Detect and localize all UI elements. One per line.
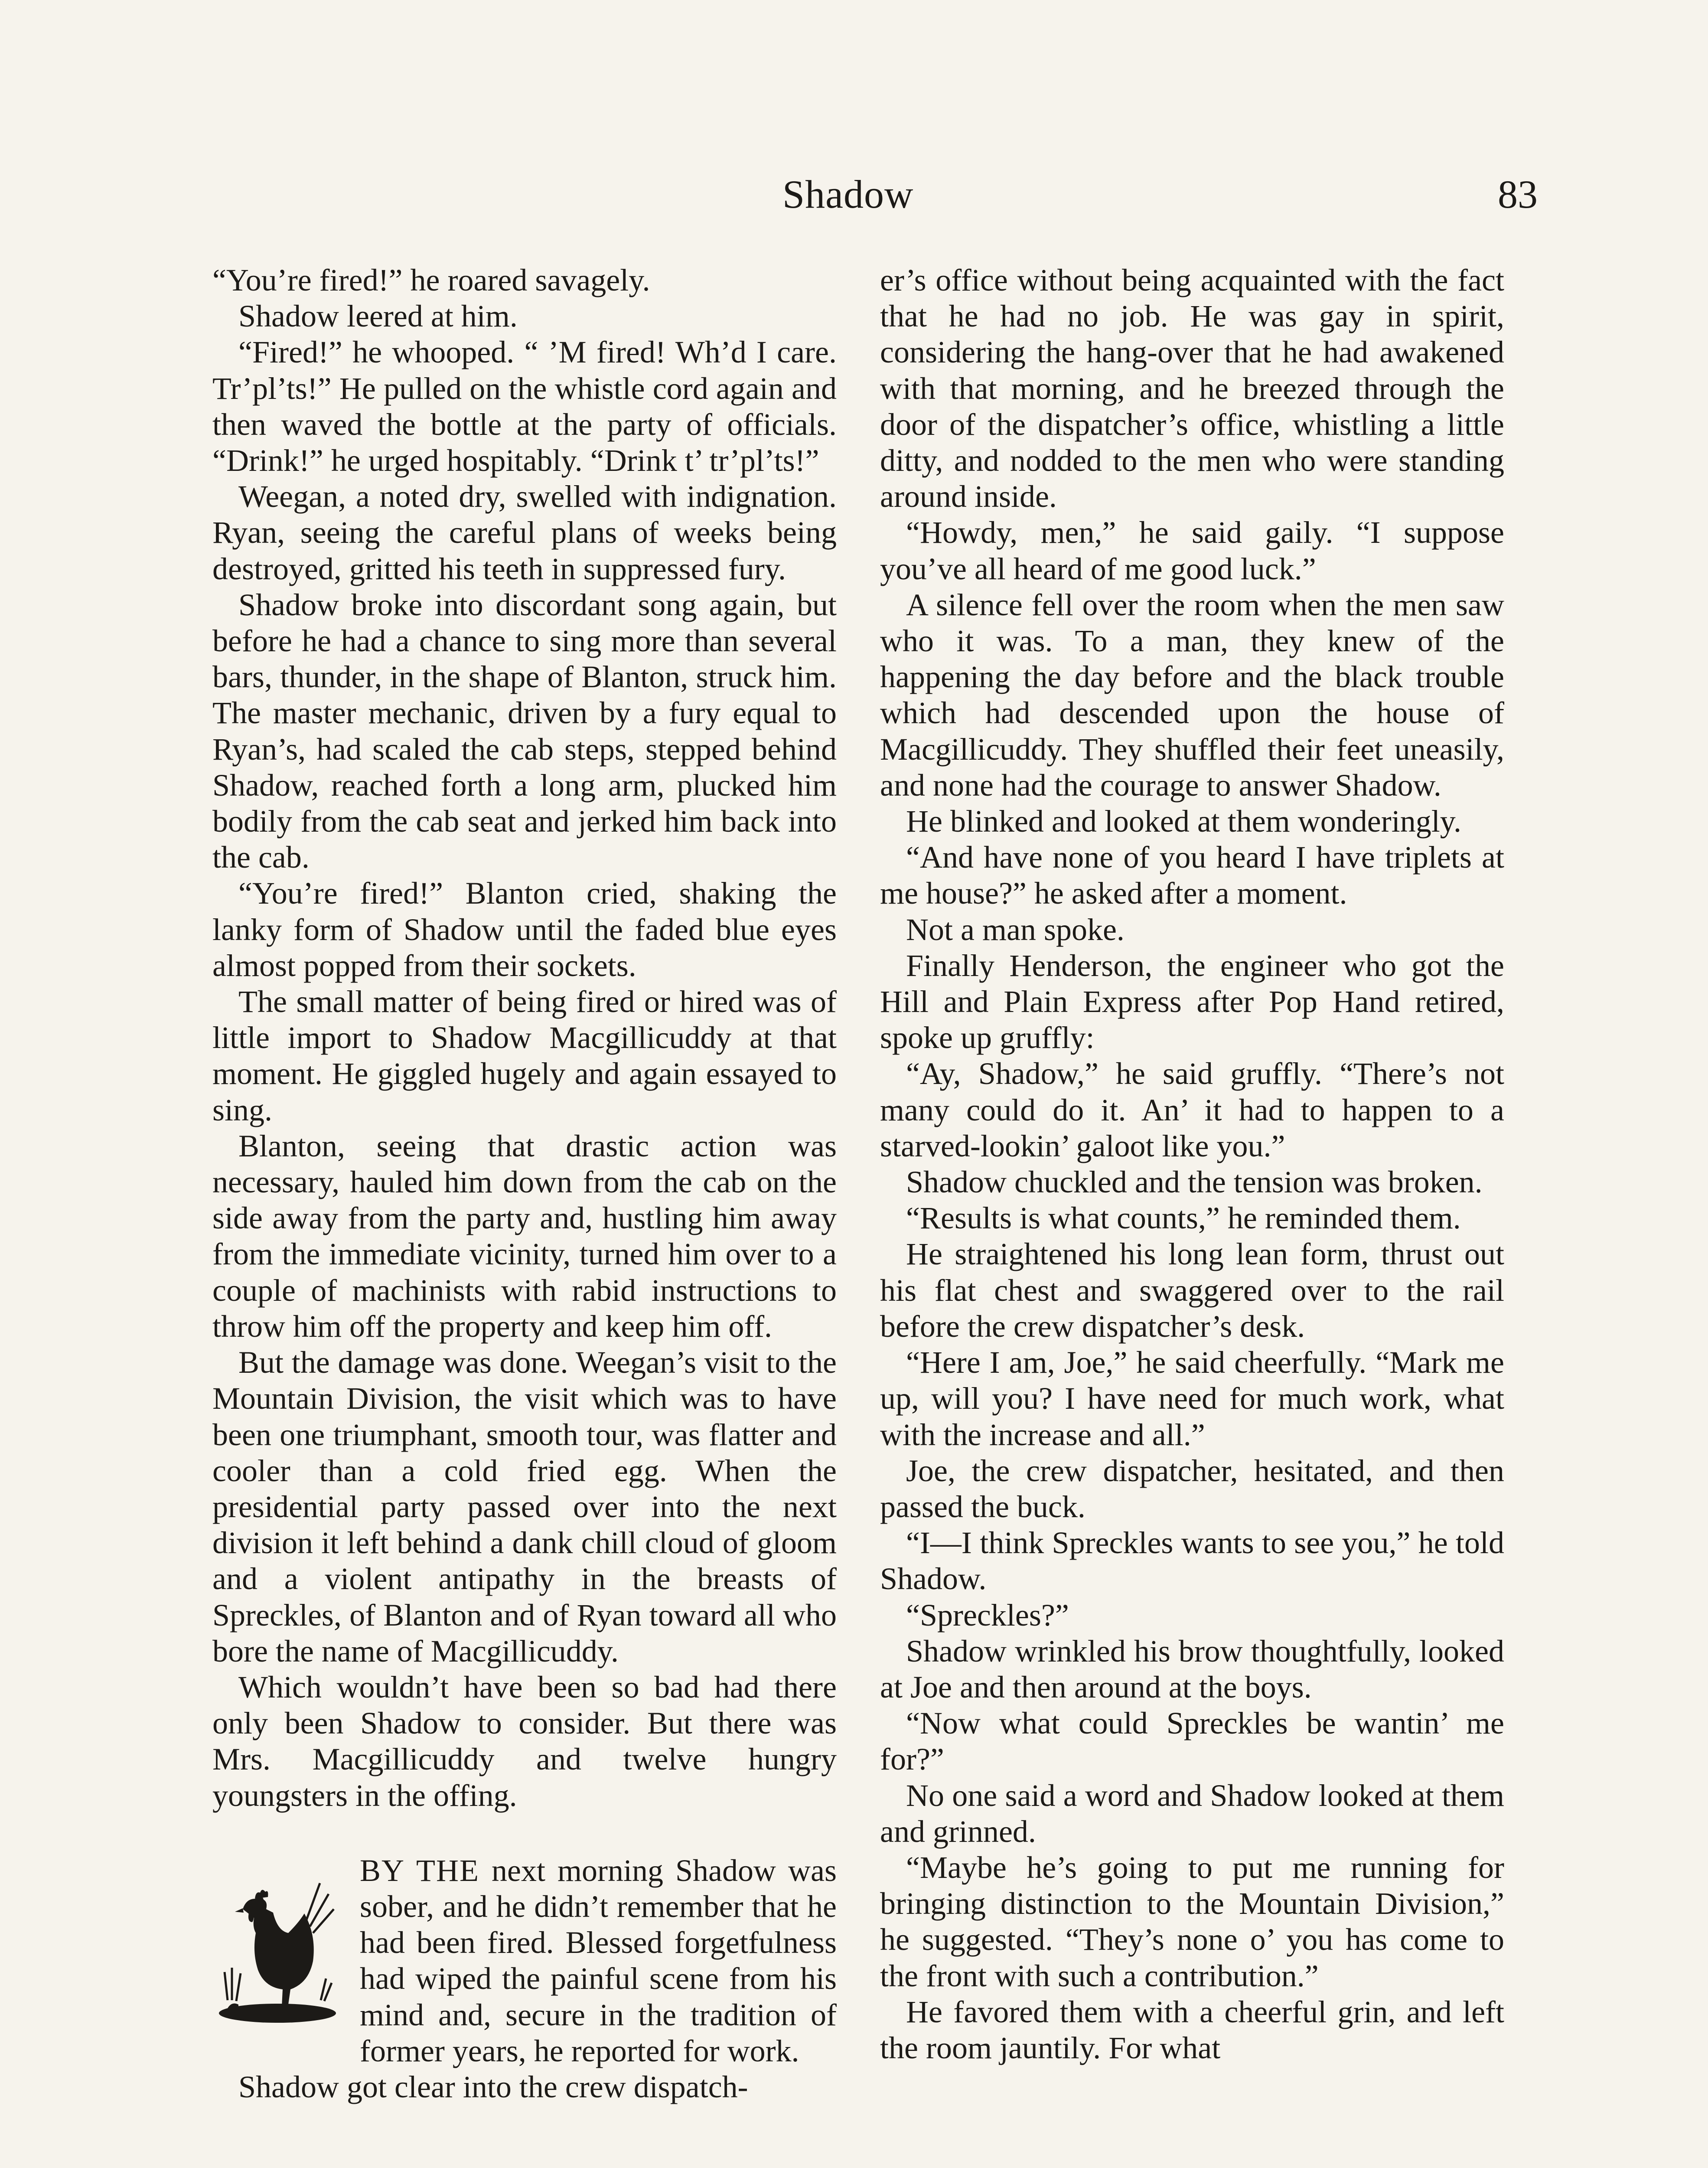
story-paragraph: Weegan, a noted dry, swelled with indignation. Ryan, seeing the careful plans of weeks being destroyed, gritted his teeth in suppressed fury.: [212, 479, 837, 586]
story-paragraph: But the damage was done. Weegan’s visit to the Mountain Division, the visit which was to have been one triumphant, smooth tour, was flatter and cooler than a cold fried egg. When the presidential party passed over into the next division it left behind a dank chill cloud of gloom and a violent antipathy in the breasts of Spreckles, of Blanton and of Ryan toward all who bore the name of Macgillicuddy.: [212, 1345, 837, 1668]
section-lead-caps: BY THE: [360, 1853, 480, 1888]
story-paragraph: “Results is what counts,” he reminded them.: [906, 1201, 1461, 1236]
story-paragraph: “Fired!” he whooped. “ ’M fired! Wh’d I care. Tr’pl’ts!” He pulled on the whistle cord again and then waved the bottle at the party of officials. “Drink!” he urged hospitably. “Drink t’ tr’pl’ts!”: [212, 335, 837, 478]
story-paragraph: Blanton, seeing that drastic action was necessary, hauled him down from the cab on the side away from the party and, hustling him away from the immediate vicinity, turned him over to a couple of machinists with rabid instructions to throw him off the property and keep him off.: [212, 1128, 837, 1344]
story-paragraph: “Maybe he’s going to put me running for bringing distinction to the Mountain Division,” he suggested. “They’s none o’ you has come to the front with such a contribution.”: [880, 1850, 1504, 1993]
story-paragraph: Not a man spoke.: [906, 912, 1125, 947]
story-paragraph: “And have none of you heard I have triplets at me house?” he asked after a moment.: [880, 840, 1504, 911]
right-column: [880, 262, 1504, 2066]
story-paragraph: Finally Henderson, the engineer who got the Hill and Plain Express after Pop Hand retired, spoke up gruffly:: [880, 948, 1504, 1055]
story-paragraph: “You’re fired!” he roared savagely.: [212, 263, 650, 297]
left-column: [212, 262, 837, 2105]
story-paragraph: He straightened his long lean form, thrust out his flat chest and swaggered over to the rail before the crew dispatcher’s desk.: [880, 1237, 1504, 1344]
rooster-silhouette-icon: [212, 1857, 342, 2039]
story-paragraph: Shadow chuckled and the tension was broken.: [906, 1165, 1483, 1200]
section-lead-paragraph: [212, 1853, 837, 2069]
story-paragraph: Shadow wrinkled his brow thoughtfully, looked at Joe and then around at the boys.: [880, 1633, 1504, 1704]
running-head-title: Shadow: [782, 172, 914, 216]
story-paragraph-continued: er’s office without being acquainted with the fact that he had no job. He was gay in spirit, considering the hang-over that he had awakened with that morning, and he breezed through the door of the dispatcher’s office, whistling a little ditty, and nodded to the men who were standing around inside.: [880, 263, 1504, 514]
story-paragraph: Shadow broke into discordant song again, but before he had a chance to sing more than several bars, thunder, in the shape of Blanton, struck him. The master mechanic, driven by a fury equal to Ryan’s, had scaled the cab steps, stepped behind Shadow, reached forth a long arm, plucked him bodily from the cab seat and jerked him back into the cab.: [212, 587, 837, 875]
section-lead-text: next morning Shadow was sober, and he didn’t remember that he had been fired. Blessed forgetfulness had wiped the painful scene from his mind and, secure in the tradition of former years, he reported for work.: [360, 1853, 837, 2068]
story-paragraph: “Spreckles?”: [906, 1597, 1069, 1633]
story-paragraph: “Here I am, Joe,” he said cheerfully. “Mark me up, will you? I have need for much work, what with the increase and all.”: [880, 1345, 1504, 1452]
story-paragraph: A silence fell over the room when the men saw who it was. To a man, they knew of the happening the day before and the black trouble which had descended upon the house of Macgillicuddy. They shuffled their feet uneasily, and none had the courage to answer Shadow.: [880, 587, 1504, 803]
story-paragraph: Joe, the crew dispatcher, hesitated, and then passed the buck.: [880, 1453, 1504, 1524]
story-paragraph: Shadow leered at him.: [238, 299, 518, 334]
story-paragraph: He favored them with a cheerful grin, and left the room jauntily. For what: [880, 1994, 1504, 2065]
story-paragraph: “I—I think Spreckles wants to see you,” he told Shadow.: [880, 1525, 1504, 1597]
story-paragraph: “You’re fired!” Blanton cried, shaking the lanky form of Shadow until the faded blue eyes almost popped from their sockets.: [212, 876, 837, 983]
page-number: 83: [1498, 172, 1538, 216]
story-paragraph: Shadow got clear into the crew dispatch-: [238, 2069, 748, 2104]
section-break: [212, 1814, 837, 1853]
story-paragraph: “Howdy, men,” he said gaily. “I suppose you’ve all heard of me good luck.”: [880, 515, 1504, 586]
story-paragraph: He blinked and looked at them wonderingly.: [906, 804, 1462, 839]
story-paragraph: The small matter of being fired or hired was of little import to Shadow Macgillicuddy at that moment. He giggled hugely and again essayed to sing.: [212, 984, 837, 1127]
story-paragraph: No one said a word and Shadow looked at them and grinned.: [880, 1778, 1504, 1849]
story-paragraph: Which wouldn’t have been so bad had there only been Shadow to consider. But there was Mrs. Macgillicuddy and twelve hungry youngsters in the offing.: [212, 1669, 837, 1813]
story-paragraph: “Ay, Shadow,” he said gruffly. “There’s not many could do it. An’ it had to happen to a starved-lookin’ galoot like you.”: [880, 1056, 1504, 1163]
story-paragraph: “Now what could Spreckles be wantin’ me for?”: [880, 1706, 1504, 1777]
